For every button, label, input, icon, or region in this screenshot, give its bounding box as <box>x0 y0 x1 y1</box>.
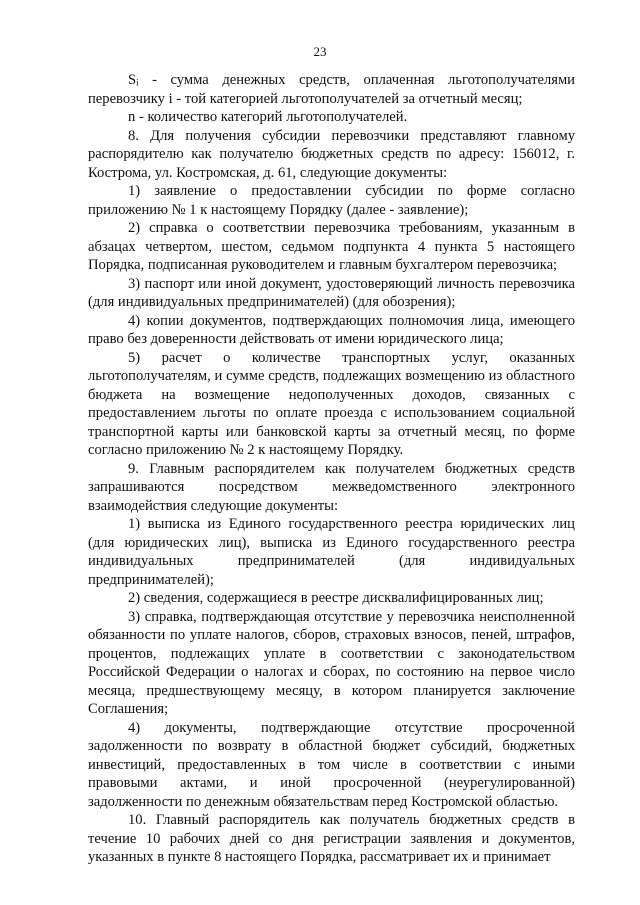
document-body <box>88 71 575 867</box>
paragraph: 4) копии документов, подтверждающих полномочия лица, имеющего право без доверенности действовать от имени юридического лица; <box>88 312 575 347</box>
paragraph: 5) расчет о количестве транспортных услуг, оказанных льготополучателям, и сумме средств, подлежащих возмещению из областного бюджета на возмещение недополученных доходов, связанных с предоставлением льготы по оплате проезда с использованием социальной транспортной карты или банковской карты за отчетный месяц, по форме согласно приложению № 2 к настоящему Порядку. <box>88 349 575 458</box>
paragraph: 8. Для получения субсидии перевозчики представляют главному распорядителю как получателю бюджетных средств по адресу: 156012, г. Кострома, ул. Костромская, д. 61, следующие документы: <box>88 127 575 181</box>
paragraph: 9. Главным распорядителем как получателем бюджетных средств запрашиваются посредством межведомственного электронного взаимодействия следующие документы: <box>88 460 575 514</box>
paragraph: 1) выписка из Единого государственного реестра юридических лиц (для юридических лиц), выписка из Единого государственного реестра индивидуальных предпринимателей (для индивидуальных предпринимателей); <box>88 516 575 588</box>
paragraph: 10. Главный распорядитель как получатель бюджетных средств в течение 10 рабочих дней со дня регистрации заявления и документов, указанных в пункте 8 настоящего Порядка, рассматривает их и принимает <box>88 812 575 865</box>
paragraph: 2) сведения, содержащиеся в реестре дисквалифицированных лиц; <box>128 590 544 606</box>
paragraph: 3) справка, подтверждающая отсутствие у перевозчика неисполненной обязанности по уплате налогов, сборов, страховых взносов, пеней, штрафов, процентов, подлежащих уплате в соответствии с законодательством Российской Федерации о налогах и сборах, по состоянию на первое число месяца, предшествующему месяцу, в котором планируется заключение Соглашения; <box>88 608 575 717</box>
paragraph: 4) документы, подтверждающие отсутствие просроченной задолженности по возврату в областной бюджет субсидий, бюджетных инвестиций, предоставленных в том числе в соответствии с иными правовыми актами, и иной просроченной (неурегулированной) задолженности по денежным обязательствам перед Костромской областью. <box>88 719 575 810</box>
page-number: 23 <box>313 44 327 59</box>
paragraph: n - количество категорий льготополучателей. <box>128 109 408 125</box>
paragraph: 2) справка о соответствии перевозчика требованиям, указанным в абзацах четвертом, шестом, седьмом подпункта 4 пункта 5 настоящего Порядка, подписанная руководителем и главным бухгалтером перевозчика; <box>88 220 575 273</box>
paragraph: 3) паспорт или иной документ, удостоверяющий личность перевозчика (для индивидуальных предпринимателей) (для обозрения); <box>88 275 575 310</box>
paragraph: Sᵢ - сумма денежных средств, оплаченная льготополучателями перевозчику i - той категорией льготополучателей за отчетный месяц; <box>88 72 575 107</box>
paragraph: 1) заявление о предоставлении субсидии по форме согласно приложению № 1 к настоящему Порядку (далее - заявление); <box>88 183 575 218</box>
